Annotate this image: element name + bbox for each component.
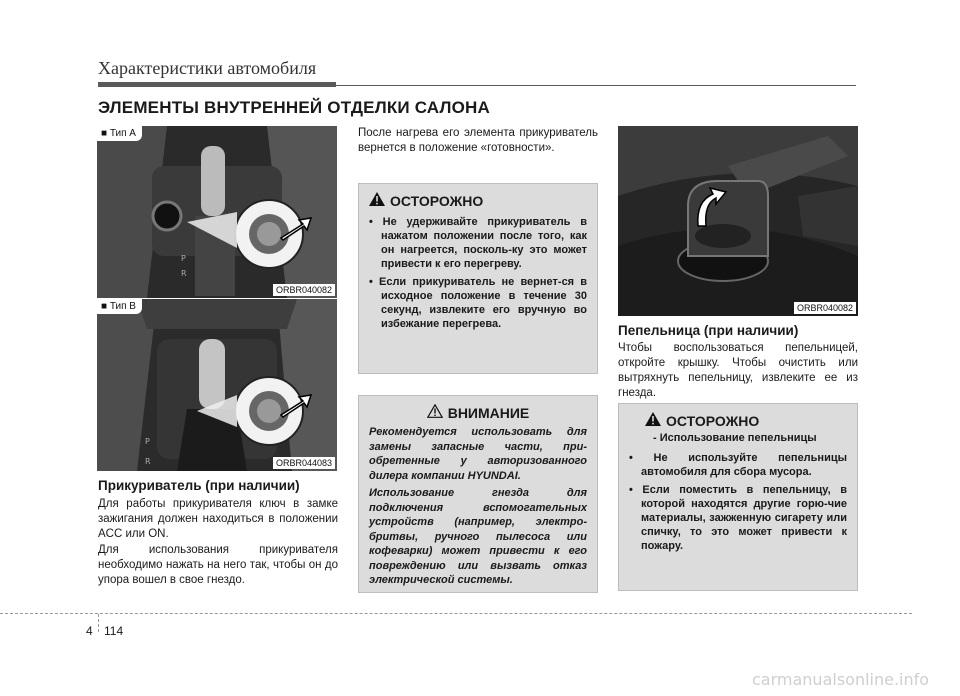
warning-title: ОСТОРОЖНО <box>369 192 587 209</box>
svg-text:R: R <box>145 457 151 466</box>
section-title: ЭЛЕМЕНТЫ ВНУТРЕННЕЙ ОТДЕЛКИ САЛОНА <box>98 98 490 117</box>
caution-text-2: Использование гнезда для подключения вспомогательных устройств (например, электро-бритвы, ручного пылесоса или кофеварки) может привести к его повреждению или вызвать отказ электрической системы. <box>369 487 587 586</box>
header-rule-thin <box>336 85 856 86</box>
warning-triangle-icon <box>369 192 385 209</box>
lighter-paragraph-2: Для использования прикуривателя необходимо нажать на него так, чтобы он до упора вошел в свое гнездо. <box>98 544 338 586</box>
warning-item: • Не используйте пепельницы автомобиля для сбора мусора. <box>629 452 847 478</box>
lighter-paragraph-1: Для работы прикуривателя ключ в замке зажигания должен находиться в положении ACC или ON. <box>98 498 338 540</box>
svg-text:R: R <box>181 269 187 278</box>
caution-box-lighter <box>358 395 598 593</box>
photo-code-type-a: ORBR040082 <box>273 284 335 296</box>
caution-title: ВНИМАНИЕ <box>369 404 587 421</box>
photo-tag-type-b: ■ Тип B <box>97 299 142 314</box>
warning-item: • Если прикуриватель не вернет-ся в исходное положение в течение 30 секунд, извлеките его вручную во избежание перегрева. <box>369 276 587 330</box>
lighter-heading: Прикуриватель (при наличии) <box>98 478 300 493</box>
watermark: carmanualsonline.info <box>752 670 930 689</box>
warning-triangle-icon <box>645 412 661 429</box>
photo-code-ashtray: ORBR040082 <box>794 302 856 314</box>
photo-tag-type-a: ■ Тип A <box>97 126 142 141</box>
footer-page-divider <box>98 614 99 632</box>
ashtray-heading: Пепельница (при наличии) <box>618 323 799 338</box>
chapter-header-title: Характеристики автомобиля <box>98 58 317 78</box>
header-rule-thick <box>98 82 336 87</box>
warning-box-lighter <box>358 183 598 374</box>
caution-triangle-icon <box>427 404 443 421</box>
svg-text:P: P <box>181 254 186 263</box>
warning-title: ОСТОРОЖНО <box>629 412 847 429</box>
svg-text:P: P <box>145 437 150 446</box>
photo-type-a <box>97 126 337 298</box>
lighter-ready-paragraph: После нагрева его элемента прикуриватель вернется в положение «готовности». <box>358 127 598 154</box>
caution-text-1: Рекомендуется использовать для замены запасные части, при-обретенные у авторизованного дилера компании HYUNDAI. <box>369 426 587 482</box>
warning-item: • Если поместить в пепельницу, в которой находятся другие горю-чие материалы, зажженную сигарету или спичку, то это может привести к пожару. <box>629 484 847 552</box>
page-chapter-number: 4 <box>86 624 93 638</box>
footer-dashed-rule <box>0 613 912 614</box>
warning-subtitle: - Использование пепельницы <box>653 432 817 444</box>
ashtray-paragraph: Чтобы воспользоваться пепельницей, откройте крышку. Чтобы очистить или вытряхнуть пепельницу, извлеките ее из гнезда. <box>618 342 858 399</box>
photo-code-type-b: ORBR044083 <box>273 457 335 469</box>
photo-type-b <box>97 299 337 471</box>
warning-item: • Не удерживайте прикуриватель в нажатом положении после того, как он нагреется, посколь-ку это может привести к его перегреву. <box>369 216 587 270</box>
warning-box-ashtray <box>618 403 858 591</box>
page-number: 114 <box>104 624 124 638</box>
photo-ashtray <box>618 126 858 316</box>
